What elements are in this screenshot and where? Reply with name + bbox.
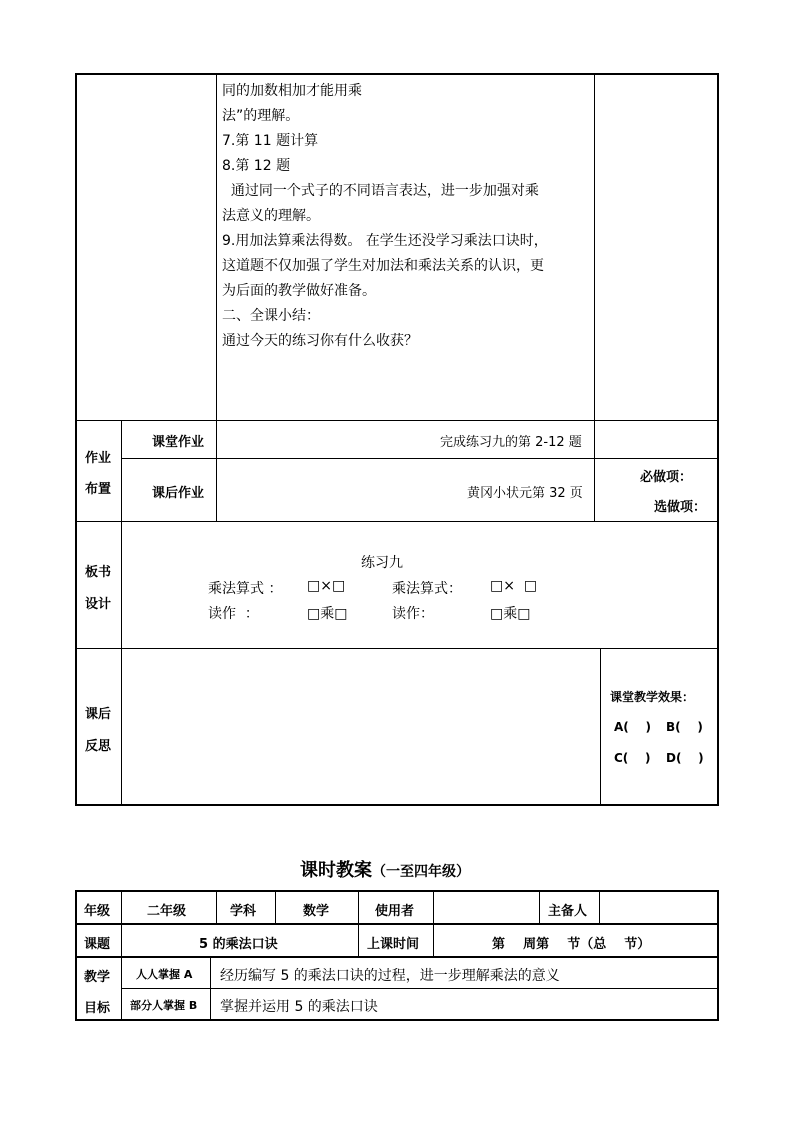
content-line: 7.第 11 题计算 bbox=[222, 133, 319, 149]
board-label-2: 设计 bbox=[85, 597, 112, 612]
optional-item: 选做项： bbox=[654, 500, 707, 515]
formula-label-b: 乘法算式： bbox=[392, 581, 462, 597]
lesson-content bbox=[222, 79, 592, 354]
user-label: 使用者 bbox=[375, 904, 415, 919]
content-line: 这道题不仅加强了学生对加法和乘法关系的认识，更 bbox=[222, 258, 544, 274]
read-value-a: □乘□ bbox=[307, 606, 348, 622]
subject-value: 数学 bbox=[303, 904, 330, 919]
goal-b-label: 部分人掌握 B bbox=[130, 999, 198, 1012]
read-value-b: □乘□ bbox=[490, 606, 531, 622]
lesson-plan-title: 课时教案 bbox=[300, 860, 372, 881]
subject-label: 学科 bbox=[230, 904, 257, 919]
content-line: 法意义的理解。 bbox=[222, 208, 320, 224]
read-label-b: 读作： bbox=[392, 606, 434, 622]
topic-value: 5 的乘法口诀 bbox=[199, 937, 278, 952]
lesson-plan-subtitle: （一至四年级） bbox=[372, 864, 470, 880]
reflection-label-1: 课后 bbox=[85, 707, 112, 722]
goal-b-value: 掌握并运用 5 的乘法口诀 bbox=[220, 999, 378, 1015]
content-line: 同的加数相加才能用乘 bbox=[222, 83, 362, 99]
effect-option-d: D( ) bbox=[666, 751, 704, 765]
board-label-1: 板书 bbox=[85, 565, 112, 580]
prep-label: 主备人 bbox=[548, 904, 588, 919]
goal-label-2: 目标 bbox=[84, 1001, 111, 1016]
lesson-plan-heading bbox=[300, 856, 470, 882]
class-time-label: 上课时间 bbox=[367, 937, 420, 952]
grade-value: 二年级 bbox=[147, 904, 187, 919]
formula-value-b: □× □ bbox=[490, 578, 538, 594]
topic-label: 课题 bbox=[84, 937, 111, 952]
effect-option-a: A( ) bbox=[614, 720, 651, 734]
read-label-a: 读作 ： bbox=[208, 606, 259, 622]
content-line: 法”的理解。 bbox=[222, 108, 300, 124]
teaching-effect-title: 课堂教学效果： bbox=[610, 690, 695, 704]
goal-a-value: 经历编写 5 的乘法口诀的过程，进一步理解乘法的意义 bbox=[220, 968, 560, 984]
board-title: 练习九 bbox=[361, 555, 403, 571]
formula-label-a: 乘法算式 ： bbox=[208, 581, 283, 597]
homework-label-2: 布置 bbox=[85, 482, 112, 497]
formula-value-a: □×□ bbox=[307, 578, 346, 594]
content-line: 9.用加法算乘法得数。 在学生还没学习乘法口诀时， bbox=[222, 233, 548, 249]
after-homework-label: 课后作业 bbox=[152, 486, 205, 501]
content-line: 8.第 12 题 bbox=[222, 158, 291, 174]
content-line: 二、全课小结： bbox=[222, 308, 320, 324]
goal-a-label: 人人掌握 A bbox=[136, 968, 193, 981]
required-item: 必做项： bbox=[640, 470, 693, 485]
effect-option-c: C( ) bbox=[614, 751, 651, 765]
content-line: 为后面的教学做好准备。 bbox=[222, 283, 376, 299]
after-homework-value: 黄冈小状元第 32 页 bbox=[467, 486, 583, 501]
effect-option-b: B( ) bbox=[666, 720, 703, 734]
content-line: 通过今天的练习你有什么收获？ bbox=[222, 333, 418, 349]
class-time-value: 第 周第 节（总 节） bbox=[492, 937, 651, 952]
goal-label-1: 教学 bbox=[84, 970, 111, 985]
homework-label-1: 作业 bbox=[85, 451, 112, 466]
class-homework-value: 完成练习九的第 2-12 题 bbox=[440, 435, 582, 450]
reflection-label-2: 反思 bbox=[85, 739, 112, 754]
content-line: 通过同一个式子的不同语言表达，进一步加强对乘 bbox=[222, 183, 539, 199]
grade-label: 年级 bbox=[84, 904, 111, 919]
class-homework-label: 课堂作业 bbox=[152, 435, 205, 450]
